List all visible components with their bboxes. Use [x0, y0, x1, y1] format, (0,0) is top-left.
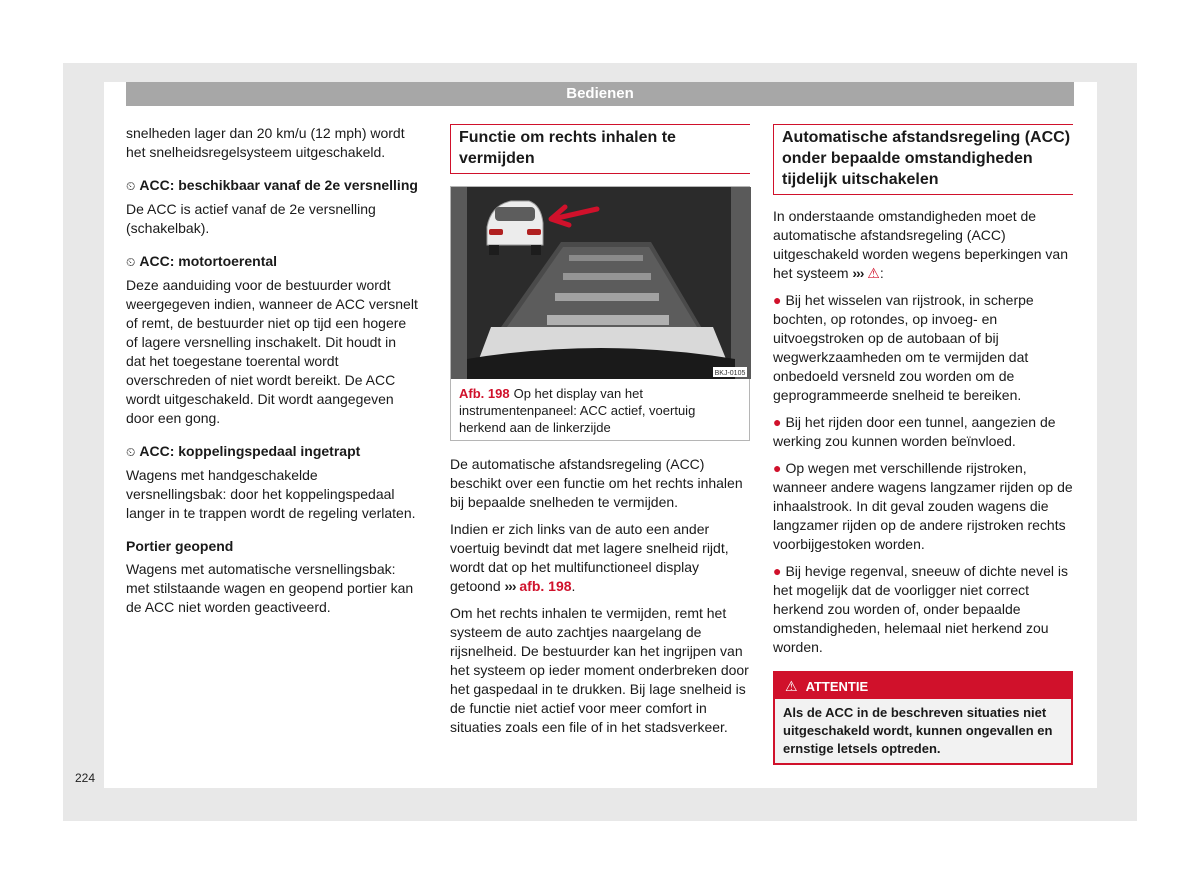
caption-label: Afb. 198	[459, 386, 510, 401]
page-number: 224	[75, 771, 96, 785]
section-title: Automatische afstandsregeling (ACC) onder bepaalde omstandigheden tijdelijk uitschakelen	[773, 124, 1073, 194]
page-header: Bedienen	[126, 82, 1074, 106]
column-middle	[450, 124, 750, 745]
section-title-box	[773, 124, 1073, 195]
caption-text: Op het display van het instrumentenpaneel: ACC actief, voertuig herkend aan de linkerzijde	[459, 386, 696, 435]
section-heading: ⏲ ACC: beschikbaar vanaf de 2e versnelling	[126, 177, 418, 193]
section-body: Wagens met automatische versnellingsbak: met stilstaande wagen en geopend portier kan de ACC niet worden geactiveerd.	[126, 561, 414, 615]
bullet-icon: ●	[773, 414, 782, 430]
bullet-icon: ●	[773, 460, 782, 476]
bullet-item: ● Bij het wisselen van rijstrook, in scherpe bochten, op rotondes, op invoeg- en uitvoegstroken op de autobaan of bij wegwerkzaamheden om te vermijden dat onbedoeld versneld zou worden om de geprogrammeerde snelheid te bereiken.	[773, 292, 1034, 403]
bullet-icon: ●	[773, 563, 782, 579]
instrument-display-illustration	[451, 187, 751, 379]
acc-indicator-icon: ⏲	[126, 445, 136, 459]
figure-code: BKJ-0105	[714, 370, 746, 377]
acc-indicator-icon: ⏲	[126, 255, 136, 269]
paragraph: De automatische afstandsregeling (ACC) beschikt over een functie om het rechts inhalen bij bepaalde snelheden te vermijden.	[450, 456, 743, 510]
warning-body: Als de ACC in de beschreven situaties niet uitgeschakeld wordt, kunnen ongevallen en ernstige letsels optreden.	[775, 699, 1071, 763]
bullet-item: ● Bij het rijden door een tunnel, aangezien de werking zou kunnen worden beïnvloed.	[773, 414, 1056, 449]
section-body: Wagens met handgeschakelde versnellingsbak: door het koppelingspedaal langer in te trappen wordt de regeling verlaten.	[126, 467, 416, 521]
section-title: Functie om rechts inhalen te vermijden	[450, 124, 750, 173]
warning-header: ⚠ ATTENTIE	[775, 673, 1071, 699]
reference-arrows: ›››	[852, 265, 864, 281]
warning-box	[773, 671, 1073, 765]
section-body: Deze aanduiding voor de bestuurder wordt weergegeven indien, wanneer de ACC versnelt of remt, de bestuurder niet op tijd een hogere of lagere versnelling inschakelt. Dit houdt in dat het toegestane toerental wordt overschreden of niet wordt bereikt. De ACC wordt uitgeschakeld. Dit wordt aangegeven door een gong.	[126, 277, 418, 426]
bullet-item: ● Bij hevige regenval, sneeuw of dichte nevel is het mogelijk dat de voorligger niet correct herkend zou worden of, onder bepaalde omstandigheden, helemaal niet herkend zou worden.	[773, 563, 1068, 655]
figure-reference-link[interactable]: afb. 198	[519, 578, 572, 594]
paragraph: In onderstaande omstandigheden moet de automatische afstandsregeling (ACC) uitgeschakeld worden wegens beperkingen van het systeem ››› ⚠:	[773, 208, 1068, 281]
paragraph: Indien er zich links van de auto een ander voertuig bevindt dat met lagere snelheid rijdt, wordt dat op het multifunctioneel display getoond ››› afb. 198.	[450, 521, 729, 594]
figure-caption	[451, 379, 749, 440]
section-heading: ⏲ ACC: koppelingspedaal ingetrapt	[126, 443, 361, 459]
column-right	[773, 124, 1073, 765]
intro-text: snelheden lager dan 20 km/u (12 mph) wordt het snelheidsregelsysteem uitgeschakeld.	[126, 125, 405, 160]
figure-198	[450, 186, 750, 441]
section-heading: ⏲ ACC: motortoerental	[126, 253, 278, 269]
reference-arrows: ›››	[504, 578, 516, 594]
section-heading: Portier geopend	[126, 538, 234, 554]
paragraph: Om het rechts inhalen te vermijden, remt het systeem de auto zachtjes naargelang de rijsnelheid. De bestuurder kan het ingrijpen van het systeem op ieder moment onderbreken door het gaspedaal in te drukken. Bij lage snelheid is de functie niet actief voor meer comfort in situaties zoals een file of in het stadsverkeer.	[450, 605, 749, 735]
column-left	[126, 124, 418, 625]
section-body: De ACC is actief vanaf de 2e versnelling (schakelbak).	[126, 201, 376, 236]
section-title-box	[450, 124, 750, 174]
bullet-icon: ●	[773, 292, 782, 308]
acc-indicator-icon: ⏲	[126, 179, 136, 193]
bullet-item: ● Op wegen met verschillende rijstroken, wanneer andere wagens langzamer rijden op de inhaalstrook. In dit geval zouden wagens die langzamer rijden op de andere rijstroken rechts voorbijgestoken worden.	[773, 460, 1073, 552]
warning-triangle-icon: ⚠	[785, 678, 798, 694]
warning-triangle-icon: ⚠	[867, 265, 880, 281]
